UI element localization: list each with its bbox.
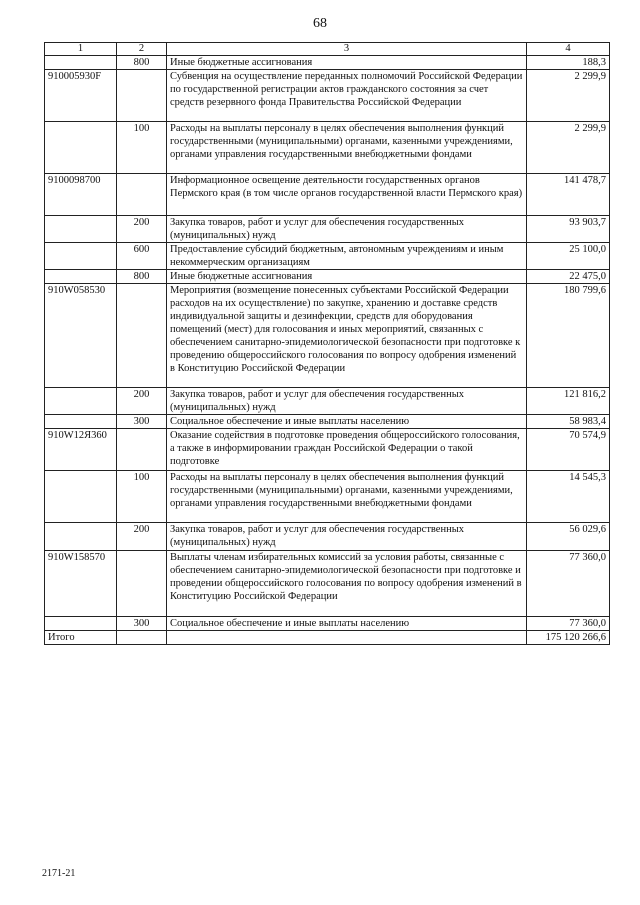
- row-expense-type: [117, 70, 167, 122]
- row-code: 910W12Я360: [45, 429, 117, 471]
- row-sum: 77 360,0: [527, 551, 610, 617]
- row-name: Закупка товаров, работ и услуг для обеспечения государственных (муниципальных) нужд: [167, 523, 527, 551]
- row-code: Итого: [45, 631, 117, 645]
- row-expense-type: 200: [117, 388, 167, 415]
- row-sum: 93 903,7: [527, 216, 610, 243]
- row-expense-type: 200: [117, 216, 167, 243]
- row-code: 910W058530: [45, 284, 117, 388]
- row-name: Предоставление субсидий бюджетным, автономным учреждениям и иным некоммерческим организациям: [167, 243, 527, 270]
- row-sum: 25 100,0: [527, 243, 610, 270]
- row-name: Расходы на выплаты персоналу в целях обеспечения выполнения функций государственными (муниципальными) органами, казенными учреждениями, органами управления государственными внебюджетными фондами: [167, 471, 527, 523]
- row-code: [45, 415, 117, 429]
- table-row: [45, 270, 610, 284]
- column-header: 3: [167, 43, 527, 56]
- column-header: 1: [45, 43, 117, 56]
- row-sum: 141 478,7: [527, 174, 610, 216]
- row-sum: 2 299,9: [527, 122, 610, 174]
- row-name: Закупка товаров, работ и услуг для обеспечения государственных (муниципальных) нужд: [167, 388, 527, 415]
- table-row: [45, 429, 610, 471]
- row-name: Оказание содействия в подготовке проведения общероссийского голосования, а также в информировании граждан Российской Федерации о такой подготовке: [167, 429, 527, 471]
- table-row: [45, 243, 610, 270]
- row-sum: 2 299,9: [527, 70, 610, 122]
- row-name: Мероприятия (возмещение понесенных субъектами Российской Федерации расходов на их осуществление) по закупке, хранению и доставке средств индивидуальной защиты и дезинфекции, средств для оборудования помещений (мест) для голосования и иных мероприятий, связанных с обеспечением санитарно-эпидемиологической безопасности при подготовке к проведению общероссийского голосования по вопросу одобрения изменений в Конституцию Российской Федерации: [167, 284, 527, 388]
- row-code: [45, 243, 117, 270]
- table-row: [45, 388, 610, 415]
- table-row: [45, 56, 610, 70]
- row-sum: 58 983,4: [527, 415, 610, 429]
- table-row: [45, 122, 610, 174]
- table-row: [45, 631, 610, 645]
- table-row: [45, 523, 610, 551]
- row-expense-type: 300: [117, 617, 167, 631]
- row-sum: 22 475,0: [527, 270, 610, 284]
- row-name: Выплаты членам избирательных комиссий за условия работы, связанные с обеспечением санитарно-эпидемиологической безопасности при подготовке и проведении общероссийского голосования по вопросу одобрения изменений в Конституцию Российской Федерации: [167, 551, 527, 617]
- row-expense-type: 100: [117, 122, 167, 174]
- row-name: Информационное освещение деятельности государственных органов Пермского края (в том числе органов государственной власти Пермского края): [167, 174, 527, 216]
- row-code: [45, 56, 117, 70]
- row-code: 910W158570: [45, 551, 117, 617]
- row-code: [45, 388, 117, 415]
- row-expense-type: 800: [117, 270, 167, 284]
- row-name: Расходы на выплаты персоналу в целях обеспечения выполнения функций государственными (муниципальными) органами, казенными учреждениями, органами управления государственными внебюджетными фондами: [167, 122, 527, 174]
- row-expense-type: 800: [117, 56, 167, 70]
- row-code: 910005930F: [45, 70, 117, 122]
- row-code: [45, 270, 117, 284]
- row-sum: 121 816,2: [527, 388, 610, 415]
- row-name: Социальное обеспечение и иные выплаты населению: [167, 415, 527, 429]
- row-expense-type: 600: [117, 243, 167, 270]
- row-name: Иные бюджетные ассигнования: [167, 56, 527, 70]
- row-code: [45, 523, 117, 551]
- row-expense-type: [117, 174, 167, 216]
- row-sum: 180 799,6: [527, 284, 610, 388]
- row-sum: 70 574,9: [527, 429, 610, 471]
- row-code: [45, 216, 117, 243]
- row-expense-type: [117, 429, 167, 471]
- row-sum: 77 360,0: [527, 617, 610, 631]
- page-number: 68: [313, 16, 327, 31]
- row-code: 9100098700: [45, 174, 117, 216]
- row-expense-type: [117, 551, 167, 617]
- row-sum: 56 029,6: [527, 523, 610, 551]
- column-header: 4: [527, 43, 610, 56]
- row-expense-type: 200: [117, 523, 167, 551]
- table-row: [45, 551, 610, 617]
- row-code: [45, 122, 117, 174]
- row-name: Закупка товаров, работ и услуг для обеспечения государственных (муниципальных) нужд: [167, 216, 527, 243]
- table-row: [45, 617, 610, 631]
- table-row: [45, 70, 610, 122]
- column-header: 2: [117, 43, 167, 56]
- row-name: Субвенция на осуществление переданных полномочий Российской Федерации по государственной регистрации актов гражданского состояния за счет средств резервного фонда Правительства Российской Федерации: [167, 70, 527, 122]
- row-expense-type: [117, 284, 167, 388]
- table-row: [45, 284, 610, 388]
- table-header-row: [45, 43, 610, 56]
- row-expense-type: 100: [117, 471, 167, 523]
- table-row: [45, 415, 610, 429]
- row-sum: 175 120 266,6: [527, 631, 610, 645]
- row-name: Иные бюджетные ассигнования: [167, 270, 527, 284]
- document-code: 2171-21: [42, 868, 76, 879]
- row-name: [167, 631, 527, 645]
- table-row: [45, 471, 610, 523]
- table-row: [45, 216, 610, 243]
- row-code: [45, 617, 117, 631]
- row-expense-type: [117, 631, 167, 645]
- row-sum: 14 545,3: [527, 471, 610, 523]
- row-name: Социальное обеспечение и иные выплаты населению: [167, 617, 527, 631]
- table-row: [45, 174, 610, 216]
- row-code: [45, 471, 117, 523]
- budget-table: [44, 42, 610, 645]
- row-expense-type: 300: [117, 415, 167, 429]
- row-sum: 188,3: [527, 56, 610, 70]
